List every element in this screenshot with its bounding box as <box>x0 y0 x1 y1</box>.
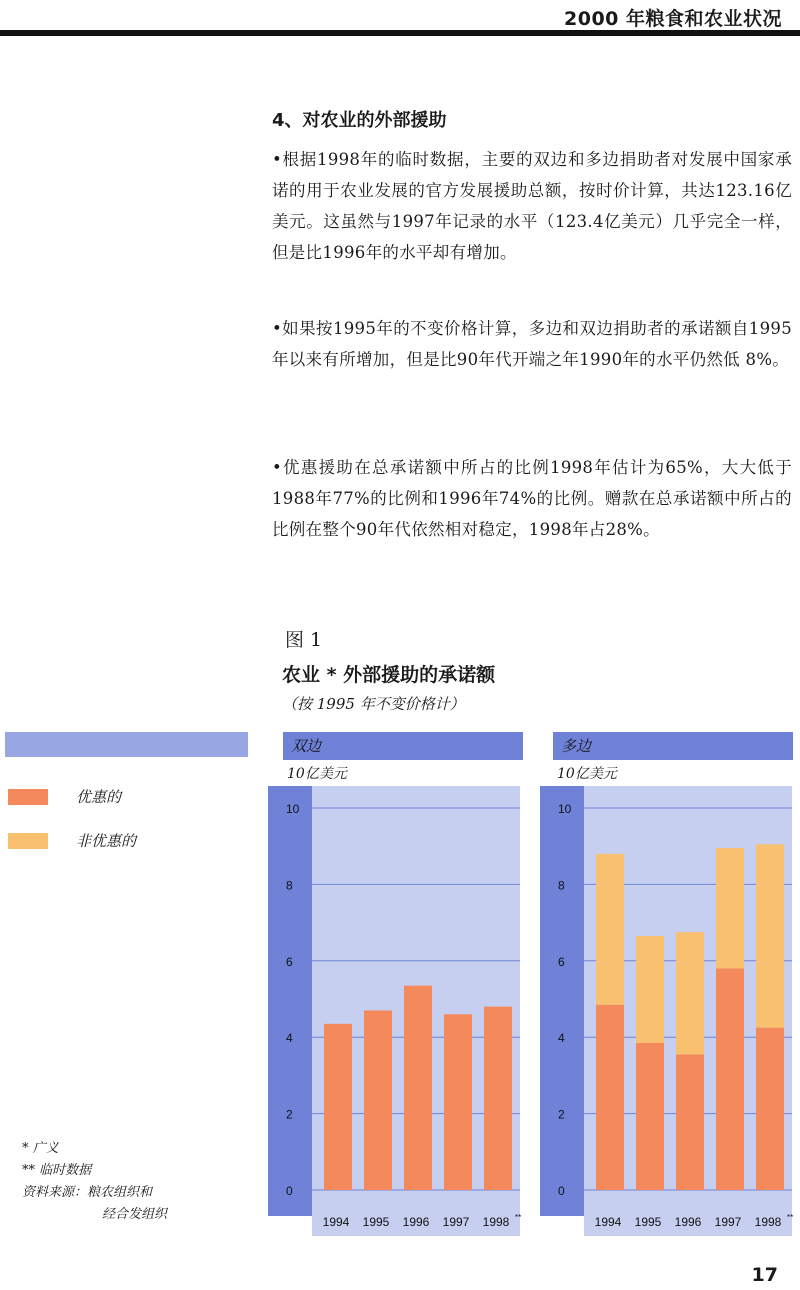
bar-nonconcessional <box>716 848 744 968</box>
bar-concessional <box>364 1010 392 1190</box>
page-header-title: 2000 年粮食和农业状况 <box>564 8 782 30</box>
chart-bilateral-unit: 10亿美元 <box>287 766 347 782</box>
bar-concessional <box>324 1024 352 1190</box>
paragraph-1: •根据1998年的临时数据，主要的双边和多边捐助者对发展中国家承诺的用于农业发展的官方发展援助总额，按时价计算，共达123.16亿美元。这虽然与1997年记录的水平（123.4亿美元）几乎完全一样，但是比1996年的水平却有增加。 <box>272 150 792 262</box>
y-axis-band <box>540 786 584 1216</box>
y-tick-label: 8 <box>286 878 293 893</box>
chart-bilateral-title: 双边 <box>283 732 523 760</box>
x-tick-label: 1998 <box>754 1215 782 1229</box>
chart-bilateral <box>268 786 524 1236</box>
y-tick-label: 10 <box>558 802 572 816</box>
y-axis-band <box>268 786 312 1216</box>
y-tick-label: 8 <box>558 878 565 893</box>
bar-nonconcessional <box>596 854 624 1005</box>
bar-concessional <box>676 1054 704 1190</box>
x-tick-mark: ** <box>787 1213 794 1222</box>
bar-nonconcessional <box>676 932 704 1054</box>
chart-multilateral <box>540 786 796 1236</box>
x-tick-label: 1998 <box>482 1215 510 1229</box>
y-tick-label: 0 <box>286 1184 293 1198</box>
bar-concessional <box>596 1005 624 1190</box>
figure-number: 图 1 <box>285 629 323 651</box>
x-tick-label: 1997 <box>442 1215 470 1229</box>
x-tick-label: 1996 <box>674 1215 702 1229</box>
bar-nonconcessional <box>756 844 784 1027</box>
bar-concessional <box>484 1007 512 1190</box>
y-tick-label: 10 <box>286 802 300 816</box>
x-tick-label: 1994 <box>594 1215 622 1229</box>
note-double-asterisk: ** 临时数据 <box>22 1163 92 1178</box>
y-tick-label: 2 <box>558 1107 565 1122</box>
y-tick-label: 4 <box>558 1031 565 1046</box>
legend-swatch-concessional <box>8 789 48 805</box>
bar-concessional <box>716 968 744 1190</box>
x-tick-label: 1996 <box>402 1215 430 1229</box>
legend-item-nonconcessional <box>8 830 136 851</box>
paragraph-3: •优惠援助在总承诺额中所占的比例1998年估计为65%，大大低于1988年77%的比例和1996年74%的比例。赠款在总承诺额中所占的比例在整个90年代依然相对稳定，1998年占28%。 <box>272 458 792 539</box>
y-tick-label: 4 <box>286 1031 293 1046</box>
note-asterisk: * 广义 <box>22 1141 59 1156</box>
bar-concessional <box>404 986 432 1190</box>
x-tick-label: 1997 <box>714 1215 742 1229</box>
note-source-line2: 经合发组织 <box>102 1207 168 1222</box>
legend-label-nonconcessional: 非优惠的 <box>76 832 137 850</box>
figure-title: 农业 * 外部援助的承诺额 <box>282 664 496 686</box>
paragraph-2: •如果按1995年的不变价格计算，多边和双边捐助者的承诺额自1995年以来有所增加，但是比90年代开端之年1990年的水平仍然低 8%。 <box>272 319 792 369</box>
y-tick-label: 6 <box>286 954 293 969</box>
y-tick-label: 0 <box>558 1184 565 1198</box>
notes <box>22 1138 167 1226</box>
x-tick-label: 1995 <box>634 1215 662 1229</box>
bar-concessional <box>636 1043 664 1190</box>
legend-band <box>5 732 248 757</box>
legend-item-concessional <box>8 786 121 807</box>
figure-subtitle: （按 1995 年不变价格计） <box>282 695 465 713</box>
chart-multilateral-unit: 10亿美元 <box>557 766 617 782</box>
header-rule <box>0 30 800 36</box>
y-tick-label: 6 <box>558 954 565 969</box>
section-heading: 4、对农业的外部援助 <box>272 110 447 131</box>
note-source-line1: 资料来源：粮农组织和 <box>22 1185 153 1200</box>
page-number: 17 <box>751 1264 778 1286</box>
bar-concessional <box>444 1014 472 1190</box>
chart-multilateral-title: 多边 <box>553 732 793 760</box>
bar-nonconcessional <box>636 936 664 1043</box>
x-tick-mark: ** <box>515 1213 522 1222</box>
bar-concessional <box>756 1028 784 1190</box>
legend-swatch-nonconcessional <box>8 833 48 849</box>
y-tick-label: 2 <box>286 1107 293 1122</box>
x-tick-label: 1994 <box>322 1215 350 1229</box>
x-tick-label: 1995 <box>362 1215 390 1229</box>
legend-label-concessional: 优惠的 <box>76 788 122 806</box>
